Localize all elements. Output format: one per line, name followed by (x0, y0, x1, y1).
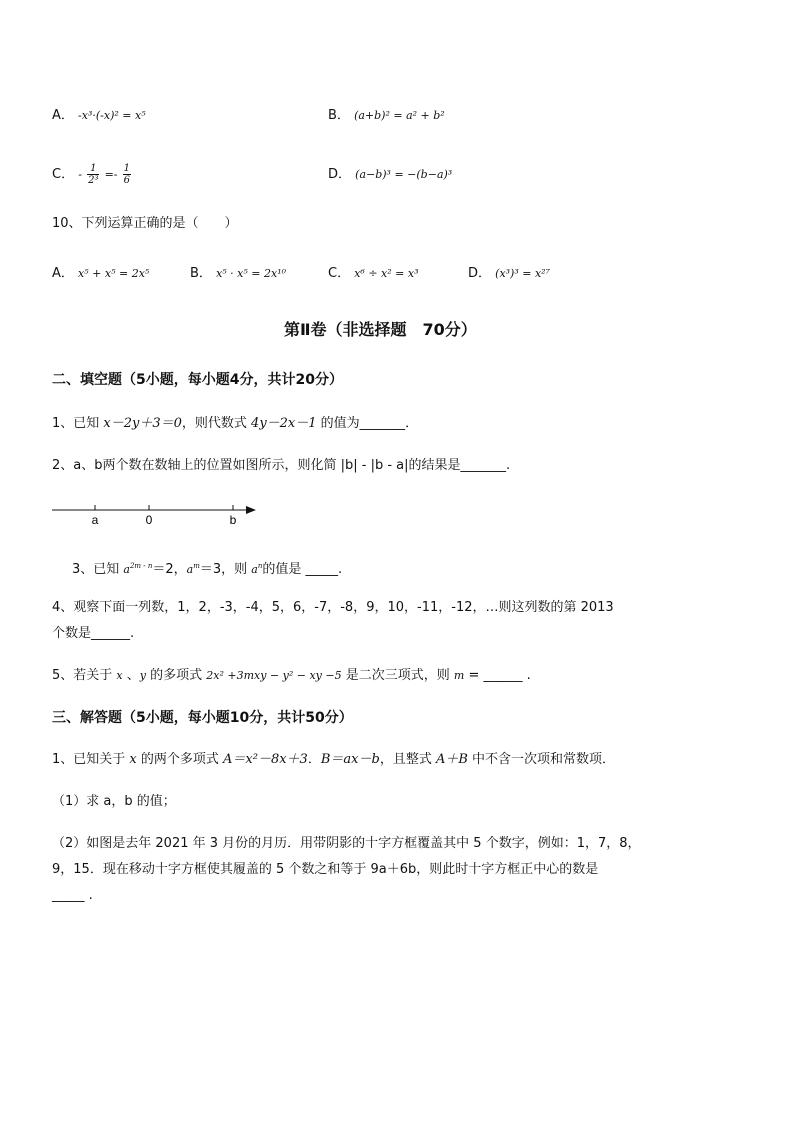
fill-q2: 2、a、b两个数在数轴上的位置如图所示，则化简 |b| - |b - a|的结果是_______. (52, 458, 511, 473)
q9-option-d (328, 165, 452, 185)
tick-label-0: 0 (145, 513, 153, 527)
number-line (48, 498, 268, 530)
q10-option-d: D． (x³)³ = x²⁷ (468, 266, 550, 281)
volume-title: 第Ⅱ卷（非选择题 70分） (284, 320, 477, 339)
option-expression: -x³·(-x)² = x⁵ (78, 109, 146, 122)
option-expression: (a+b)² = a² + b² (354, 109, 445, 122)
q10-stem: 10、下列运算正确的是（ ） (52, 216, 238, 231)
tick-label-a: a (91, 513, 99, 527)
solve-q1-sub1: （1）求 a，b 的值； (52, 794, 176, 809)
q10-option-a: A． x⁵ + x⁵ = 2x⁵ (52, 266, 150, 281)
solve-q1-sub2-line3: _____ . (52, 888, 93, 903)
solve-q1: 1、已知关于 x 的两个多项式 A＝x²－8x＋3．B＝ax－b，且整式 A＋B 中不含一次项和常数项． (52, 752, 616, 767)
q9-option-a (52, 106, 146, 126)
part3-title: 三、解答题（5小题，每小题10分，共计50分） (52, 710, 353, 726)
fill-q4-line2: 个数是______. (52, 626, 135, 641)
fill-q1: 1、已知 x－2y＋3＝0，则代数式 4y－2x－1 的值为_______． (52, 416, 419, 431)
part2-title: 二、填空题（5小题，每小题4分，共计20分） (52, 372, 343, 388)
option-label: D． (328, 167, 352, 182)
fill-q3: 3、已知 $a^{2m - n}=2$，$a^m=3$，则 $a^n$的值是 _____. (72, 562, 343, 577)
fill-q5: 5、若关于 x 、y 的多项式 2x² +3mxy − y² − xy −5 是二次三项式，则 m = ______ . (52, 668, 531, 683)
solve-q1-sub2-line1: （2）如图是去年 2021 年 3 月份的月历．用带阴影的十字方框覆盖其中 5 个数字，例如：1，7，8， (52, 836, 641, 851)
q10-option-b: B． x⁵ · x⁵ = 2x¹⁰ (190, 266, 287, 281)
option-label: A． (52, 108, 74, 123)
option-expression: (a−b)³ = −(b−a)³ (355, 168, 453, 181)
fill-q4-line1: 4、观察下面一列数，1，2，-3，-4，5，6，-7，-8，9，10，-11，-12，…则这列数的第 2013 (52, 600, 614, 615)
arrow-right-icon (246, 506, 256, 514)
fraction: $\frac{1}{6}$ (123, 163, 131, 186)
solve-q1-sub2-line2: 9，15．现在移动十字方框使其履盖的 5 个数之和等于 9a＋6b，则此时十字方框正中心的数是 (52, 862, 599, 877)
q10-option-c: C． x⁶ ÷ x² = x³ (328, 266, 419, 281)
tick-label-b: b (229, 513, 237, 527)
q9-option-b (328, 106, 445, 126)
q9-option-c: C． - $\frac{1}{\text{2³}}$ =- $\frac{1}{6}$ (52, 163, 131, 186)
fraction: $\frac{1}{\text{2³}}$ (88, 163, 99, 186)
option-label: C． (52, 167, 75, 182)
option-label: B． (328, 108, 350, 123)
